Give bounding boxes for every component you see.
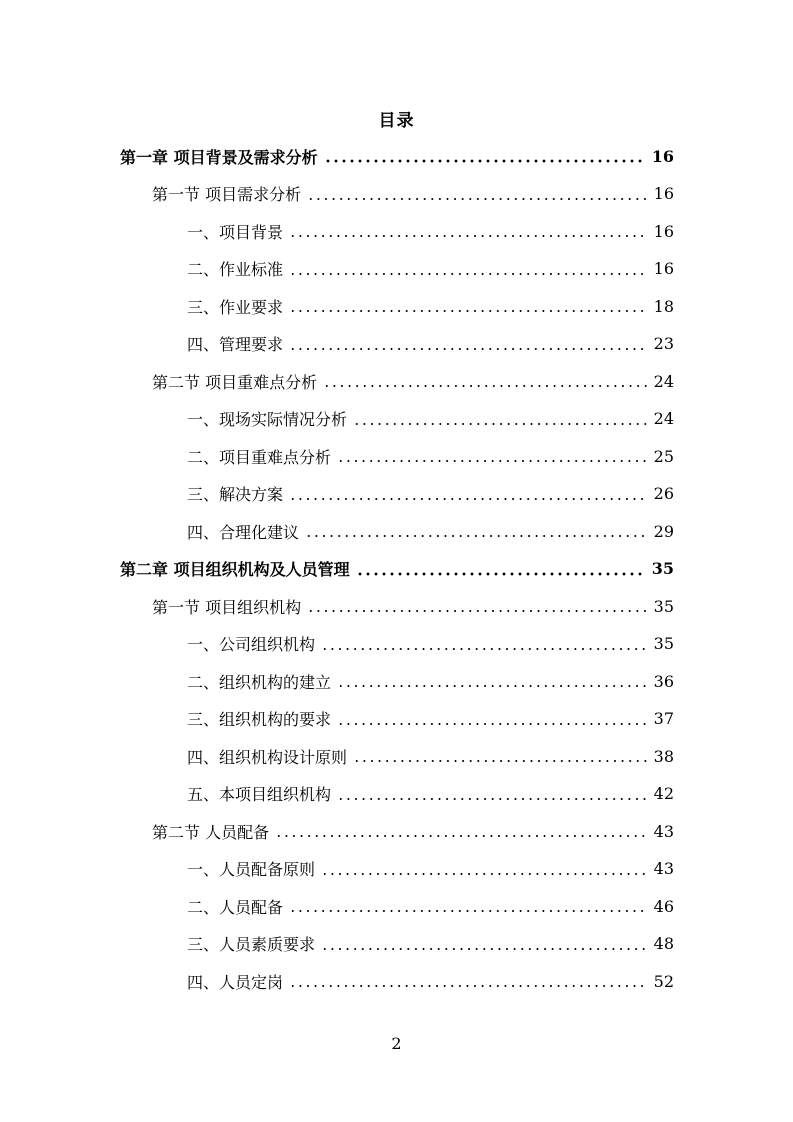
toc-entry-label: 二、作业标准 — [187, 260, 284, 279]
toc-entry-page: 35 — [653, 596, 674, 616]
toc-entry[interactable] — [187, 780, 674, 808]
toc-entry-label: 第二节 人员配备 — [152, 822, 270, 842]
toc-entry[interactable] — [152, 592, 674, 620]
toc-entry-label: 第一节 项目组织机构 — [152, 597, 302, 617]
page-title: 目录 — [378, 111, 415, 131]
toc-entry-page: 35 — [653, 634, 674, 653]
toc-entry[interactable] — [187, 742, 674, 770]
toc-entry-label: 四、管理要求 — [187, 335, 284, 354]
toc-entry-label: 二、项目重难点分析 — [187, 447, 332, 467]
toc-dot-leader — [324, 159, 646, 163]
toc-entry-page: 16 — [653, 221, 674, 241]
toc-entry-label: 二、组织机构的建立 — [187, 672, 332, 692]
toc-entry-page: 37 — [653, 709, 674, 728]
toc-dot-leader — [289, 497, 648, 501]
toc-entry-label: 第二节 项目重难点分析 — [152, 372, 318, 392]
toc-entry[interactable] — [187, 892, 674, 920]
toc-entry-page: 43 — [653, 821, 674, 841]
toc-entry[interactable] — [187, 255, 674, 283]
toc-entry-page: 24 — [653, 409, 674, 428]
toc-entry-page: 35 — [651, 559, 674, 578]
toc-entry-label: 四、合理化建议 — [187, 522, 300, 542]
toc-entry[interactable] — [152, 180, 674, 208]
toc-dot-leader — [275, 834, 648, 838]
toc-dot-leader — [337, 684, 648, 688]
toc-entry-label: 一、项目背景 — [187, 222, 284, 242]
toc-entry[interactable] — [187, 405, 674, 433]
toc-dot-leader — [305, 534, 648, 538]
toc-entry[interactable] — [120, 142, 674, 170]
toc-dot-leader — [353, 422, 648, 426]
toc-entry-label: 第一章 项目背景及需求分析 — [120, 147, 318, 167]
toc-entry[interactable] — [187, 855, 674, 883]
toc-entry[interactable] — [187, 330, 674, 358]
toc-entry-page: 25 — [653, 446, 674, 466]
toc-dot-leader — [337, 797, 648, 801]
toc-dot-leader — [337, 459, 648, 463]
toc-dot-leader — [289, 234, 648, 238]
toc-entry-label: 一、公司组织机构 — [187, 635, 316, 654]
toc-entry[interactable] — [187, 705, 674, 733]
toc-entry[interactable] — [187, 217, 674, 245]
toc-dot-leader — [353, 759, 648, 763]
toc-dot-leader — [307, 197, 648, 201]
toc-dot-leader — [356, 572, 646, 576]
toc-entry[interactable] — [187, 930, 674, 958]
toc-entry-page: 16 — [653, 184, 674, 203]
toc-entry-page: 16 — [651, 146, 674, 166]
toc-dot-leader — [321, 872, 648, 876]
toc-entry-page: 52 — [653, 971, 674, 991]
toc-entry-label: 第二章 项目组织机构及人员管理 — [120, 560, 350, 579]
toc-entry[interactable] — [152, 367, 674, 395]
toc-entry-label: 四、组织机构设计原则 — [187, 747, 348, 767]
toc-entry[interactable] — [187, 667, 674, 695]
toc-entry-page: 46 — [653, 896, 674, 916]
toc-entry-page: 24 — [653, 371, 674, 391]
toc-entry-label: 一、人员配备原则 — [187, 860, 316, 879]
toc-entry-page: 29 — [653, 521, 674, 541]
toc-entry[interactable] — [120, 555, 674, 583]
toc-entry[interactable] — [152, 817, 674, 845]
toc-entry-page: 23 — [653, 334, 674, 353]
toc-entry[interactable] — [187, 292, 674, 320]
toc-entry-label: 三、人员素质要求 — [187, 935, 316, 954]
page-number: 2 — [391, 1034, 402, 1053]
toc-entry-label: 三、组织机构的要求 — [187, 710, 332, 729]
toc-entry-page: 43 — [653, 859, 674, 878]
toc-dot-leader — [289, 309, 648, 313]
toc-entry[interactable] — [187, 630, 674, 658]
toc-entry-page: 38 — [653, 746, 674, 766]
toc-dot-leader — [321, 947, 648, 951]
toc-dot-leader — [321, 647, 648, 651]
toc-entry-label: 二、人员配备 — [187, 897, 284, 917]
toc-dot-leader — [307, 609, 648, 613]
toc-entry-label: 三、解决方案 — [187, 485, 284, 504]
toc-entry[interactable] — [187, 517, 674, 545]
toc-entry-page: 16 — [653, 259, 674, 278]
toc-entry-label: 五、本项目组织机构 — [187, 785, 332, 804]
toc-entry-page: 18 — [653, 296, 674, 316]
toc-dot-leader — [289, 347, 648, 351]
toc-entry-label: 一、现场实际情况分析 — [187, 410, 348, 429]
toc-entry[interactable] — [187, 480, 674, 508]
toc-entry-label: 第一节 项目需求分析 — [152, 185, 302, 204]
toc-dot-leader — [337, 722, 648, 726]
toc-entry-page: 36 — [653, 671, 674, 691]
toc-dot-leader — [289, 272, 648, 276]
toc-entry-page: 26 — [653, 484, 674, 503]
toc-entry-page: 42 — [653, 784, 674, 803]
toc-dot-leader — [289, 909, 648, 913]
toc-entry[interactable] — [187, 442, 674, 470]
toc-entry[interactable] — [187, 967, 674, 995]
toc-entry-label: 三、作业要求 — [187, 297, 284, 317]
toc-dot-leader — [323, 384, 648, 388]
toc-entry-page: 48 — [653, 934, 674, 953]
toc-entry-label: 四、人员定岗 — [187, 972, 284, 992]
toc-dot-leader — [289, 984, 648, 988]
